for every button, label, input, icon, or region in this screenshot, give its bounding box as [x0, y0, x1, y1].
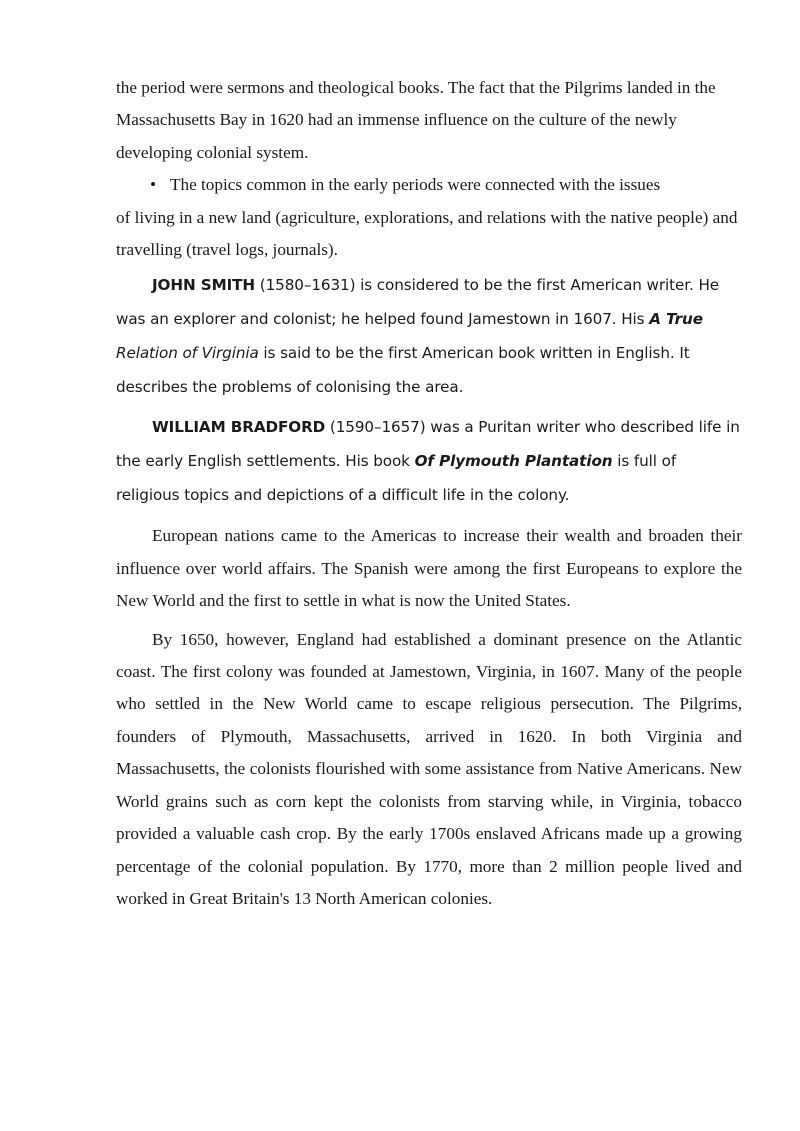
john-smith-book-title-a: A True: [649, 310, 703, 329]
european-nations-paragraph: European nations came to the Americas to increase their wealth and broaden their influence over world affairs. The Spanish were among the first Europeans to explore the New World and the first to settle in what is now the United States.: [116, 526, 742, 611]
william-bradford-text-1: (1590–1657) was a Puritan writer who described life in the early English settlements. His book: [116, 418, 740, 471]
john-smith-name: JOHN SMITH: [152, 276, 256, 295]
bullet-continuation: of living in a new land (agriculture, explorations, and relations with the native people) and travelling (travel logs, journals).: [116, 207, 738, 260]
william-bradford-name: WILLIAM BRADFORD: [152, 418, 326, 437]
john-smith-text-2: is said to be the first American book written in English. It describes the problems of colonising the area.: [116, 344, 690, 397]
john-smith-paragraph: [116, 268, 742, 404]
john-smith-book-title-b: Relation of Virginia: [116, 344, 259, 363]
bullet-first-line: The topics common in the early periods were connected with the issues: [170, 175, 661, 195]
bullet-item: [116, 169, 742, 201]
document-page: [116, 72, 742, 915]
william-bradford-text-2: is full of religious topics and depictions of a difficult life in the colony.: [116, 452, 677, 505]
intro-paragraph: the period were sermons and theological books. The fact that the Pilgrims landed in the Massachusetts Bay in 1620 had an immense influence on the culture of the newly developing colonial system.: [116, 78, 716, 162]
bullet-icon: •: [150, 175, 157, 195]
william-bradford-paragraph: [116, 410, 742, 512]
john-smith-text-1: (1580–1631) is considered to be the first American writer. He was an explorer and colonist; he helped found Jamestown in 1607. His: [116, 276, 720, 329]
william-bradford-book-title: Of Plymouth Plantation: [414, 452, 613, 471]
england-1650-paragraph: By 1650, however, England had established a dominant presence on the Atlantic coast. The first colony was founded at Jamestown, Virginia, in 1607. Many of the people who settled in the New World came to escape religious persecution. The Pilgrims, founders of Plymouth, Massachusetts, arrived in 1620. In both Virginia and Massachusetts, the colonists flourished with some assistance from Native Americans. New World grains such as corn kept the colonists from starving while, in Virginia, tobacco provided a valuable cash crop. By the early 1700s enslaved Africans made up a growing percentage of the colonial population. By 1770, more than 2 million people lived and worked in Great Britain's 13 North American colonies.: [116, 629, 742, 908]
